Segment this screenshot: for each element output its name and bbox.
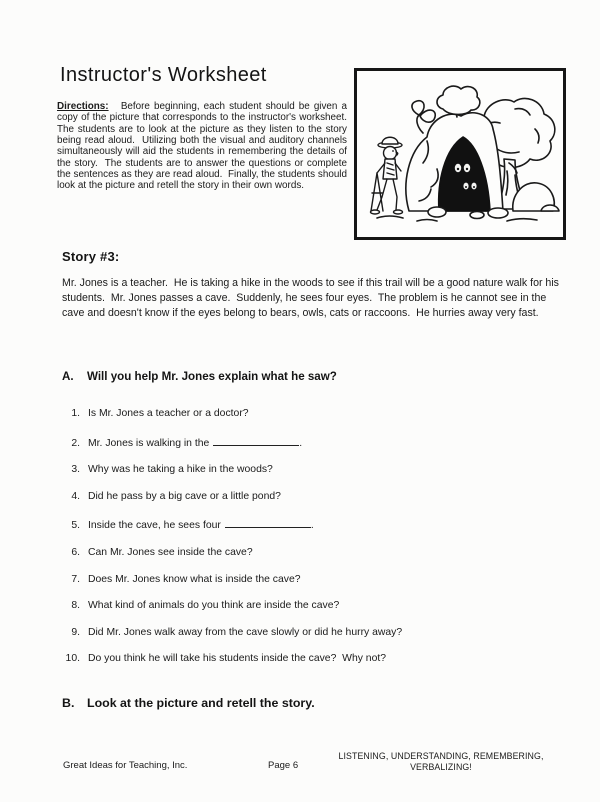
question-number: 1. — [71, 408, 80, 419]
question-text: Did he pass by a big cave or a little pond? — [88, 490, 281, 502]
footer-page-number: Page 6 — [268, 760, 299, 771]
section-a-title: Will you help Mr. Jones explain what he saw? — [87, 370, 337, 383]
footer-tagline-line2: VERBALIZING! — [410, 761, 472, 772]
footer-tagline — [318, 751, 564, 772]
question-row — [58, 600, 563, 612]
question-number: 9. — [71, 626, 80, 638]
question-text: Is Mr. Jones a teacher or a doctor? — [88, 408, 249, 419]
section-a-heading — [62, 370, 337, 383]
footer-publisher: Great Ideas for Teaching, Inc. — [63, 760, 188, 771]
section-b-title: Look at the picture and retell the story. — [87, 696, 315, 710]
directions-label: Directions: — [57, 101, 109, 112]
question-text: What kind of animals do you think are inside the cave? — [88, 600, 340, 612]
cave-scene-illustration — [357, 71, 563, 237]
question-number: 2. — [71, 437, 80, 449]
question-row — [58, 574, 563, 586]
question-text: Does Mr. Jones know what is inside the cave? — [88, 573, 301, 585]
story-text: Mr. Jones is a teacher. He is taking a hike in the woods to see if this trail will be a good nature walk for his students. Mr. Jones passes a cave. Suddenly, he sees four eyes. The problem is he cannot see in the cave and doesn't know if the eyes belong to bears, owls, cats or raccoons. He hurries away very fast. — [62, 277, 562, 320]
question-row — [58, 408, 563, 420]
question-row — [58, 547, 563, 559]
directions-text: Before beginning, each student should be given a copy of the picture that corresponds to the instructor's worksheet. The students are to look at the picture as they listen to the story being read aloud. Utilizing both the visual and auditory channels simultaneously will aid the students in remembering the details of the story. The students are to answer the questions or complete the sentences as they are read aloud. Finally, the students should look at the picture and retell the story in their own words. — [57, 101, 350, 192]
question-text: Do you think he will take his students inside the cave? Why not? — [88, 653, 387, 665]
question-text: Did Mr. Jones walk away from the cave slowly or did he hurry away? — [88, 626, 403, 638]
story-picture-frame — [354, 68, 566, 240]
question-number: 3. — [71, 464, 80, 476]
question-number: 4. — [71, 490, 80, 502]
question-row — [58, 491, 563, 503]
question-number: 6. — [71, 546, 80, 558]
question-row — [58, 464, 563, 476]
question-row — [58, 517, 563, 532]
section-b-label: B. — [62, 696, 75, 710]
fill-in-blank — [225, 517, 311, 528]
hiker-figure — [371, 137, 403, 214]
question-number: 7. — [71, 573, 80, 585]
question-number: 5. — [71, 520, 80, 532]
question-number: 8. — [71, 600, 80, 612]
footer-tagline-line1: LISTENING, UNDERSTANDING, REMEMBERING, — [338, 751, 544, 761]
page-title: Instructor's Worksheet — [60, 64, 267, 86]
section-b-heading — [62, 696, 315, 710]
question-suffix: . — [299, 437, 303, 449]
question-suffix: . — [310, 520, 314, 532]
question-text: Inside the cave, he sees four — [88, 520, 221, 532]
question-list — [58, 408, 563, 680]
directions-paragraph — [57, 101, 350, 192]
question-row — [58, 627, 563, 639]
question-text: Mr. Jones is walking in the — [88, 437, 210, 449]
question-text: Can Mr. Jones see inside the cave? — [88, 546, 253, 558]
question-number: 10. — [65, 653, 80, 665]
section-a-label: A. — [62, 370, 74, 383]
cave-mound — [406, 113, 503, 211]
question-row — [58, 435, 563, 450]
question-text: Why was he taking a hike in the woods? — [88, 464, 273, 476]
story-heading: Story #3: — [62, 249, 120, 264]
fill-in-blank — [213, 435, 299, 446]
question-row — [58, 653, 563, 665]
